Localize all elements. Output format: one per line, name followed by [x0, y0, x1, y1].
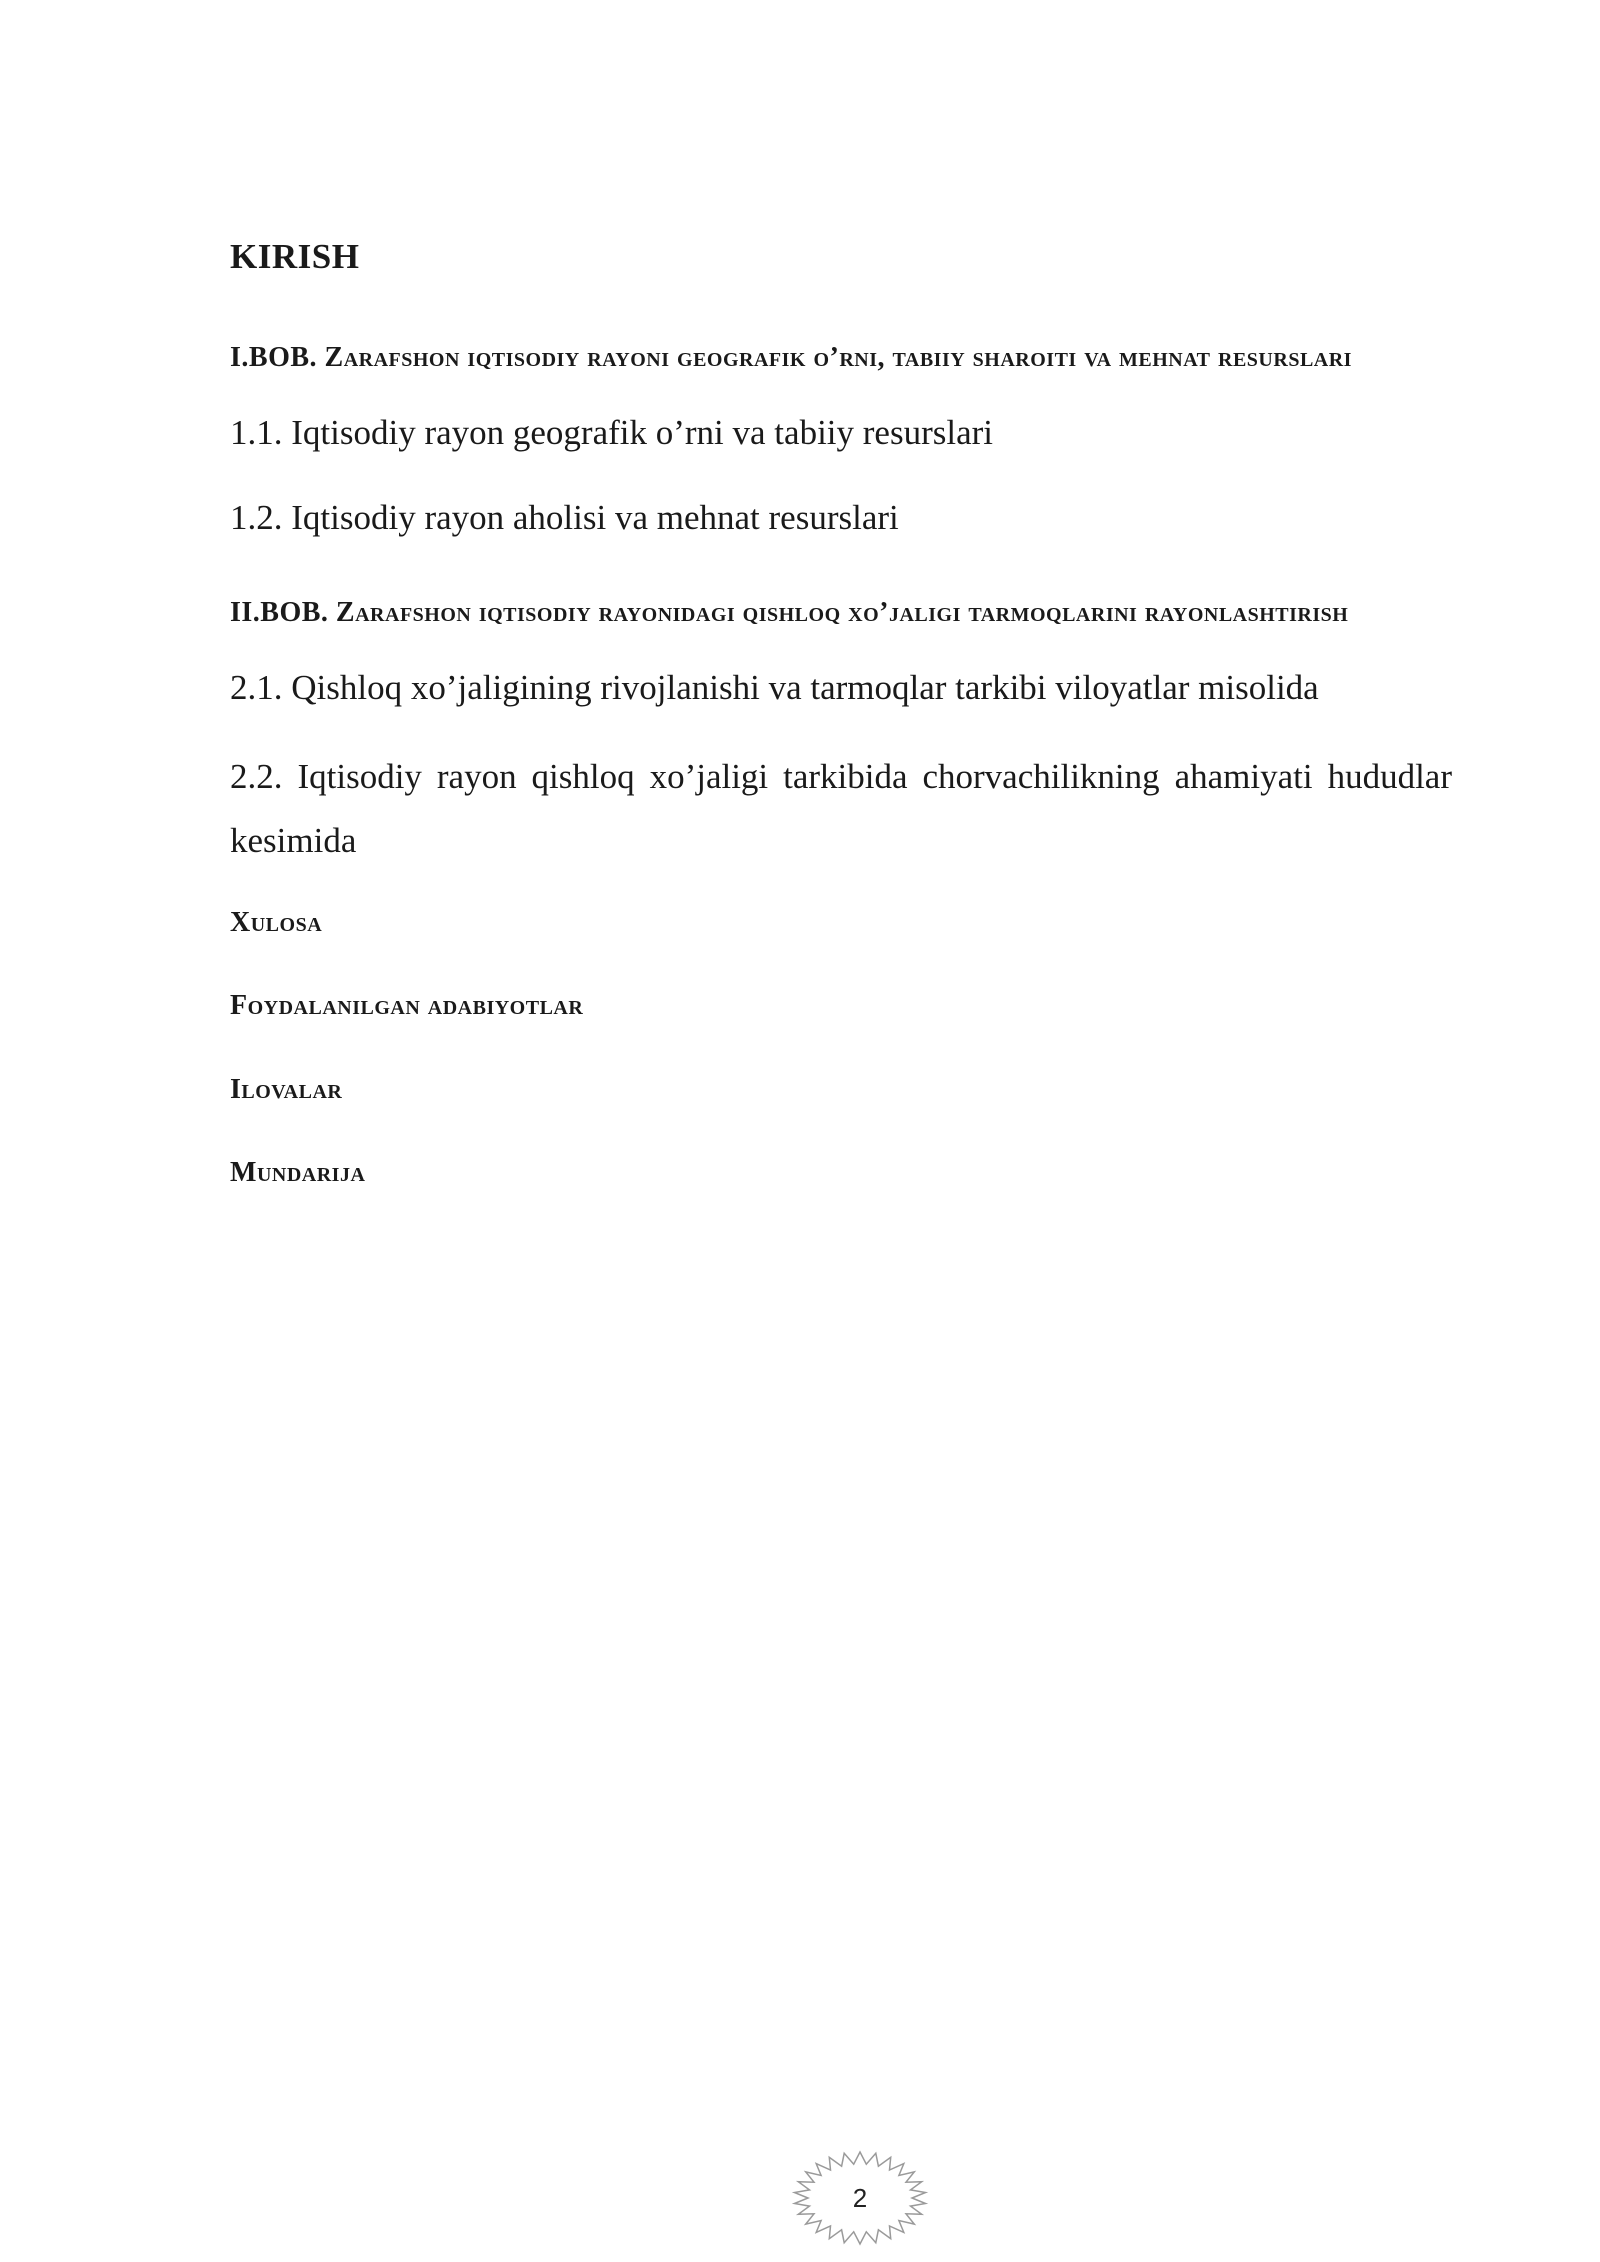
toc-entry-section-1-1: 1.1. Iqtisodiy rayon geografik o’rni va tabiiy resurslari — [230, 413, 993, 453]
toc-entry-mundarija — [230, 1151, 1452, 1194]
xulosa-rest: ulosa — [250, 907, 323, 938]
foyda-first-letter: F — [230, 990, 248, 1022]
page-number-badge — [790, 2148, 930, 2248]
toc-entry-chapter-2 — [230, 575, 1452, 651]
ilova-first-letter: I — [230, 1073, 242, 1105]
chapter-1-title-rest: arafshon iqtisodiy rayoni geografik o’rni, tabiiy sharoiti va mehnat resurslari — [343, 342, 1352, 374]
foyda-rest: oydalanilgan adabiyotlar — [247, 990, 584, 1022]
toc-entry-chapter-1 — [230, 320, 1452, 396]
toc-entry-section-2-2: 2.2. Iqtisodiy rayon qishloq xo’jaligi tarkibida chorvachilikning ahamiyati hududlar kesimida — [230, 757, 1452, 860]
toc-entry-kirish: KIRISH — [230, 237, 360, 276]
mundarija-rest: undarija — [256, 1157, 366, 1189]
toc-entry-foydalanilgan-adabiyotlar — [230, 984, 1452, 1027]
toc-entry-xulosa — [230, 901, 1452, 944]
chapter-2-title-start: II.BOB. Z — [230, 596, 356, 628]
ilova-rest: lovalar — [241, 1073, 343, 1105]
chapter-2-title-rest: arafshon iqtisodiy rayonidagi qishloq xo’jaligi tarmoqlarini rayonlashtirish — [355, 596, 1349, 628]
page-number: 2 — [852, 2183, 868, 2213]
chapter-1-title-start: I.BOB. Z — [230, 342, 344, 374]
mundarija-first-letter: M — [230, 1157, 257, 1189]
toc-entry-ilovalar — [230, 1068, 1452, 1111]
toc-entry-section-1-2: 1.2. Iqtisodiy rayon aholisi va mehnat resurslari — [230, 497, 899, 537]
xulosa-first-letter: X — [230, 907, 251, 938]
table-of-contents — [230, 230, 1452, 1195]
toc-entry-section-2-1: 2.1. Qishloq xo’jaligining rivojlanishi va tarmoqlar tarkibi viloyatlar misolida — [230, 667, 1319, 707]
